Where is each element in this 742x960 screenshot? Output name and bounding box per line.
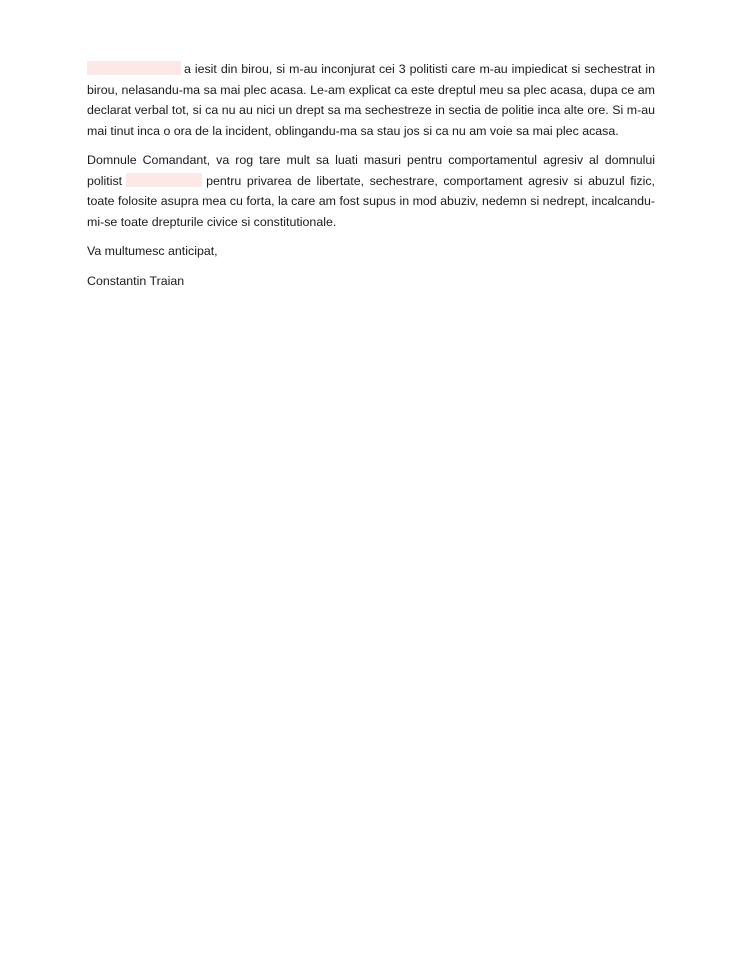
paragraph-2 xyxy=(87,150,655,232)
paragraph-1 xyxy=(87,59,655,141)
paragraph-2-line-4: mi-se toate drepturile civice si constitutionale. xyxy=(87,214,337,229)
redacted-name-block xyxy=(87,61,181,75)
paragraph-2-line-2: politist pentru privarea de libertate, sechestrare, comportament agresiv si abuzul fizic, xyxy=(87,173,655,188)
paragraph-2-line-1: Domnule Comandant, va rog tare mult sa luati masuri pentru comportamentul agresiv al domnului xyxy=(87,153,655,167)
paragraph-1-line-2: birou, nelasandu-ma sa mai plec acasa. Le-am explicat ca este dreptul meu sa plec acasa, dupa ce am xyxy=(87,82,655,97)
closing-line: Va multumesc anticipat, xyxy=(87,244,218,258)
paragraph-2-line-3: toate folosite asupra mea cu forta, la care am fost supus in mod abuziv, nedemn si nedrept, incalcandu- xyxy=(87,194,655,208)
signature-name: Constantin Traian xyxy=(87,273,185,288)
paragraph-1-line-4: mai tinut inca o ora de la incident, oblingandu-ma sa stau jos si ca nu am voie sa mai plec acasa. xyxy=(87,123,619,138)
paragraph-1-line-3: declarat verbal tot, si ca nu au nici un drept sa ma sechestreze in sectia de politie inca alte ore. Si m-au xyxy=(87,103,655,117)
redacted-officer-name-block xyxy=(126,173,202,187)
letter-body xyxy=(87,59,655,300)
paragraph-1-line-1: a iesit din birou, si m-au inconjurat cei 3 politisti care m-au impiedicat si sechestrat in xyxy=(87,59,655,80)
